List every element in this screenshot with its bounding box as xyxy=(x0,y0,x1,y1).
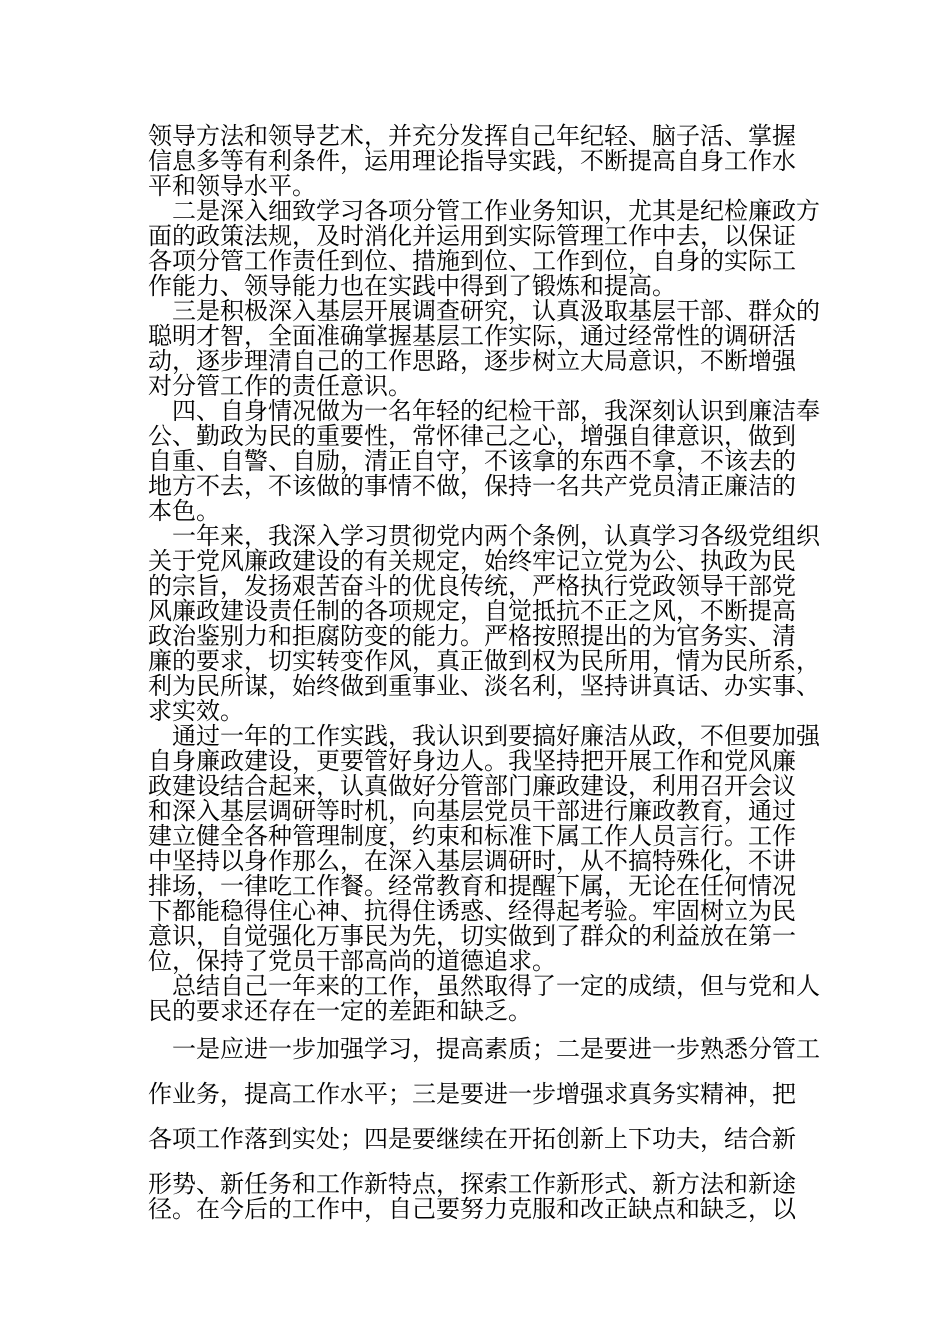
text-line: 政治鉴别力和拒腐防变的能力。严格按照提出的为官务实、清 xyxy=(148,622,796,650)
text-line: 政建设结合起来，认真做好分管部门廉政建设，利用召开会议 xyxy=(148,772,796,800)
text-line: 作业务，提高工作水平；三是要进一步增强求真务实精神，把 xyxy=(148,1080,796,1108)
text-line: 位，保持了党员干部高尚的道德追求。 xyxy=(148,947,556,975)
paragraph-4 xyxy=(148,399,820,524)
text-line: 利为民所谋，始终做到重事业、淡名利，坚持讲真话、办实事、 xyxy=(148,672,820,700)
text-line: 中坚持以身作那么，在深入基层调研时，从不搞特殊化，不讲 xyxy=(148,847,796,875)
text-line: 四、自身情况做为一名年轻的纪检干部，我深刻认识到廉洁奉 xyxy=(172,397,820,425)
text-line: 本色。 xyxy=(148,497,220,525)
paragraph-5 xyxy=(148,524,820,724)
text-line: 和深入基层调研等时机，向基层党员干部进行廉政教育，通过 xyxy=(148,797,796,825)
text-line: 关于党风廉政建设的有关规定，始终牢记立党为公、执政为民 xyxy=(148,547,796,575)
text-line: 径。在今后的工作中，自己要努力克服和改正缺点和缺乏，以 xyxy=(148,1195,796,1223)
paragraph-7 xyxy=(148,974,820,1024)
text-line: 一年来，我深入学习贯彻党内两个条例，认真学习各级党组织 xyxy=(172,522,820,550)
text-line: 廉的要求，切实转变作风，真正做到权为民所用，情为民所系， xyxy=(148,647,820,675)
text-line: 自身廉政建设，更要管好身边人。我坚持把开展工作和党风廉 xyxy=(148,747,796,775)
paragraph-3 xyxy=(148,299,820,399)
paragraph-2 xyxy=(148,199,820,299)
text-line: 民的要求还存在一定的差距和缺乏。 xyxy=(148,997,532,1025)
text-line: 平和领导水平。 xyxy=(148,172,316,200)
document-body xyxy=(148,124,820,1222)
text-line: 通过一年的工作实践，我认识到要搞好廉洁从政，不但要加强 xyxy=(172,722,820,750)
text-line: 一是应进一步加强学习，提高素质；二是要进一步熟悉分管工 xyxy=(172,1035,820,1063)
text-line: 排场，一律吃工作餐。经常教育和提醒下属，无论在任何情况 xyxy=(148,872,796,900)
text-line: 风廉政建设责任制的各项规定，自觉抵抗不正之风，不断提高 xyxy=(148,597,796,625)
text-line: 二是深入细致学习各项分管工作业务知识，尤其是纪检廉政方 xyxy=(172,197,820,225)
paragraph-1 xyxy=(148,124,820,199)
text-line: 下都能稳得住心神、抗得住诱惑、经得起考验。牢固树立为民 xyxy=(148,897,796,925)
text-line: 自重、自警、自励，清正自守，不该拿的东西不拿，不该去的 xyxy=(148,447,796,475)
text-line: 意识，自觉强化万事民为先，切实做到了群众的利益放在第一 xyxy=(148,922,796,950)
text-line: 的宗旨，发扬艰苦奋斗的优良传统，严格执行党政领导干部党 xyxy=(148,572,796,600)
text-line: 三是积极深入基层开展调查研究，认真汲取基层干部、群众的 xyxy=(172,297,820,325)
text-line: 求实效。 xyxy=(148,697,244,725)
text-line: 地方不去，不该做的事情不做，保持一名共产党员清正廉洁的 xyxy=(148,472,796,500)
text-line: 公、勤政为民的重要性，常怀律己之心，增强自律意识，做到 xyxy=(148,422,796,450)
paragraph-8 xyxy=(148,1037,820,1222)
text-line: 聪明才智，全面准确掌握基层工作实际，通过经常性的调研活 xyxy=(148,322,796,350)
text-line: 对分管工作的责任意识。 xyxy=(148,372,412,400)
text-line: 动，逐步理清自己的工作思路，逐步树立大局意识，不断增强 xyxy=(148,347,796,375)
text-line: 建立健全各种管理制度，约束和标准下属工作人员言行。工作 xyxy=(148,822,796,850)
paragraph-6 xyxy=(148,724,820,974)
text-line: 各项分管工作责任到位、措施到位、工作到位，自身的实际工 xyxy=(148,247,796,275)
text-line: 面的政策法规，及时消化并运用到实际管理工作中去，以保证 xyxy=(148,222,796,250)
text-line: 各项工作落到实处；四是要继续在开拓创新上下功夫，结合新 xyxy=(148,1125,796,1153)
text-line: 形势、新任务和工作新特点，探索工作新形式、新方法和新途 xyxy=(148,1170,796,1198)
text-line: 作能力、领导能力也在实践中得到了锻炼和提高。 xyxy=(148,272,676,300)
text-line: 总结自己一年来的工作，虽然取得了一定的成绩，但与党和人 xyxy=(172,972,820,1000)
text-line: 信息多等有利条件，运用理论指导实践，不断提高自身工作水 xyxy=(148,147,796,175)
text-line: 领导方法和领导艺术，并充分发挥自己年纪轻、脑子活、掌握 xyxy=(148,122,796,150)
